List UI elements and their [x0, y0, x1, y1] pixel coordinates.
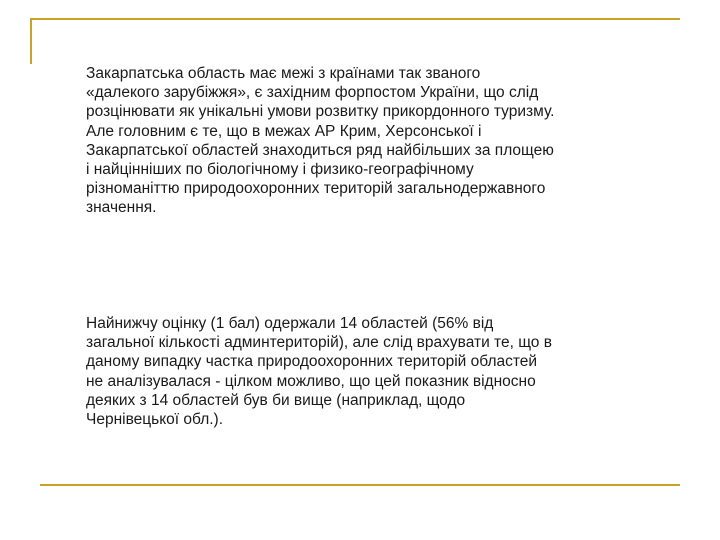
text-line: Закарпатської областей знаходиться ряд найбільших за площею	[86, 141, 554, 159]
text-line: Найнижчу оцінку (1 бал) одержали 14 областей (56% від	[86, 315, 494, 332]
text-line: Але головним є те, що в межах АР Крим, Херсонської і	[86, 122, 482, 140]
text-line: розцінювати як унікальні умови розвитку прикордонного туризму.	[86, 103, 555, 121]
text-line: Чернівецької обл.).	[86, 411, 224, 429]
text-line: даному випадку частка природоохоронних територій областей	[86, 353, 538, 371]
text-line: деяких з 14 областей був би вище (наприклад, щодо	[86, 391, 466, 409]
text-line: значення.	[86, 199, 157, 217]
top-accent-rule	[30, 18, 680, 20]
text-line: не аналізувалася - цілком можливо, що цей показник відносно	[86, 372, 536, 390]
left-accent-rule	[30, 18, 32, 64]
text-line: різноманіттю природоохоронних територій загальнодержавного	[86, 180, 546, 198]
text-line: Закарпатська область має межі з країнами так званого	[86, 65, 481, 82]
text-line: «далекого зарубіжжя», є західним форпостом України, що слід	[86, 84, 539, 102]
text-line: загальної кількості админтериторій), але слід врахувати те, що в	[86, 334, 552, 352]
text-line: і найцінніших по біологічному і физико-географічному	[86, 161, 474, 179]
bottom-accent-rule	[40, 484, 680, 486]
paragraph-1	[86, 64, 656, 218]
paragraph-2	[86, 314, 656, 429]
